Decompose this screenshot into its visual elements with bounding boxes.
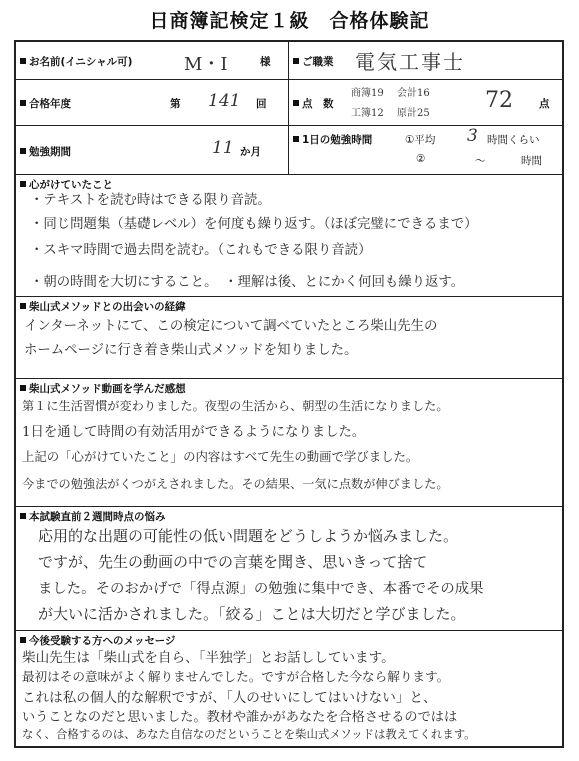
handwritten-line: 上記の「心がけていたこと」の内容はすべて先生の動画で学びました。	[22, 449, 419, 464]
period-suffix: か月	[240, 146, 261, 158]
bullet-square-icon	[20, 385, 26, 391]
handwritten-line: ですが、先生の動画の中での言葉を聞き、思いきって捨て	[38, 553, 428, 571]
period-label: 勉強期間	[20, 144, 71, 159]
avg-value: 3	[467, 126, 478, 146]
handwritten-line: ホームページに行き着き柴山式メソッドを知りました。	[24, 343, 358, 358]
range-tilde: ～	[475, 155, 486, 167]
section-message	[16, 630, 562, 746]
score-suffix: 点	[539, 98, 550, 110]
daily-label: 1日の勉強時間	[293, 132, 372, 147]
range-prefix: ②	[416, 153, 426, 165]
score-item-1: 商簿19	[351, 88, 384, 99]
year-suffix: 回	[256, 98, 267, 110]
handwritten-line: 今までの勉強法がくつがえされました。その結果、一気に点数が伸びました。	[22, 477, 449, 491]
section-title: 本試験直前２週間時点の悩み	[29, 511, 166, 523]
bullet-square-icon	[293, 136, 299, 142]
avg-suffix: 時間くらい	[487, 134, 540, 146]
score-item-2: 会計16	[397, 88, 430, 99]
section-title: 心がけていたこと	[29, 179, 113, 191]
period-value: 11	[212, 138, 234, 158]
handwritten-line: ・テキストを読む時はできる限り音読。	[30, 193, 271, 208]
handwritten-line: これは私の個人的な解釈ですが、「人のせいにしてはいけない」と、	[22, 690, 437, 706]
bullet-square-icon	[20, 513, 26, 519]
bullet-square-icon	[20, 148, 26, 154]
handwritten-line: 応用的な出題の可能性の低い問題をどうしようか悩みました。	[38, 527, 459, 545]
year-row	[16, 80, 289, 126]
handwritten-line: ・同じ問題集（基礎レベル）を何度も繰り返す。（ほぼ完璧にできるまで）	[30, 217, 478, 232]
section-impressions	[16, 378, 562, 506]
name-suffix: 様	[260, 56, 271, 68]
section-title: 柴山式メソッド動画を学んだ感想	[29, 383, 186, 395]
handwritten-line: 柴山先生は「柴山式を自ら、「半独学」とお話ししています。	[22, 650, 395, 666]
bullet-square-icon	[293, 100, 299, 106]
handwritten-line: いうことなのだと思いました。教材や誰かがあなたを合格させるのではは	[22, 710, 458, 725]
job-value: 電気工事士	[355, 50, 465, 74]
bullet-square-icon	[20, 58, 26, 64]
period-row	[16, 126, 289, 174]
handwritten-line: 1日を通して時間の有効活用ができるようになりました。	[22, 425, 366, 440]
section-encounter	[16, 296, 562, 378]
section-title: 柴山式メソッドとの出会いの経緯	[29, 301, 186, 313]
testimonial-form	[14, 40, 564, 748]
handwritten-line: なく、合格するのは、あなた自信なのだということを柴山式メソッドは教えてくれます。	[22, 727, 476, 741]
year-value: 141	[208, 91, 241, 111]
bullet-square-icon	[20, 100, 26, 106]
score-row	[289, 80, 562, 126]
year-prefix: 第	[170, 98, 181, 110]
bullet-square-icon	[20, 303, 26, 309]
handwritten-line: ・スキマ時間で過去問を読む。（これもできる限り音読）	[30, 243, 372, 258]
handwritten-line: インターネットにて、この検定について調べていたところ柴山先生の	[24, 319, 438, 334]
score-label: 点 数	[293, 96, 334, 111]
bullet-square-icon	[20, 637, 26, 643]
daily-row	[289, 126, 562, 174]
name-value: M・I	[184, 54, 228, 75]
score-total: 72	[485, 88, 513, 113]
name-row	[16, 42, 289, 80]
handwritten-line: 第１に生活習慣が変わりました。夜型の生活から、朝型の生活になりました。	[22, 399, 449, 413]
range-suffix: 時間	[521, 155, 542, 167]
section-title: 今後受験する方へのメッセージ	[29, 635, 176, 647]
handwritten-line: ・朝の時間を大切にすること。 ・理解は後、とにかく何回も繰り返す。	[30, 275, 465, 290]
score-item-3: 工簿12	[351, 108, 384, 119]
score-item-4: 原計25	[397, 108, 430, 119]
job-label: ご職業	[293, 54, 334, 69]
page-title: 日商簿記検定１級 合格体験記	[149, 10, 430, 32]
handwritten-line: ました。そのおかげで「得点源」の勉強に集中でき、本番でその成果	[38, 581, 484, 597]
year-label: 合格年度	[20, 96, 71, 111]
handwritten-line: 最初はその意味がよく解りませんでした。ですが合格した今なら解ります。	[22, 669, 450, 684]
section-mindset	[16, 174, 562, 296]
handwritten-line: が大いに活かされました。「絞る」ことは大切だと学びました。	[38, 605, 466, 623]
job-row	[289, 42, 562, 80]
section-worries	[16, 506, 562, 630]
avg-prefix: ①平均	[405, 134, 436, 146]
bullet-square-icon	[293, 58, 299, 64]
bullet-square-icon	[20, 181, 26, 187]
name-label: お名前(イニシャル可)	[20, 54, 132, 69]
